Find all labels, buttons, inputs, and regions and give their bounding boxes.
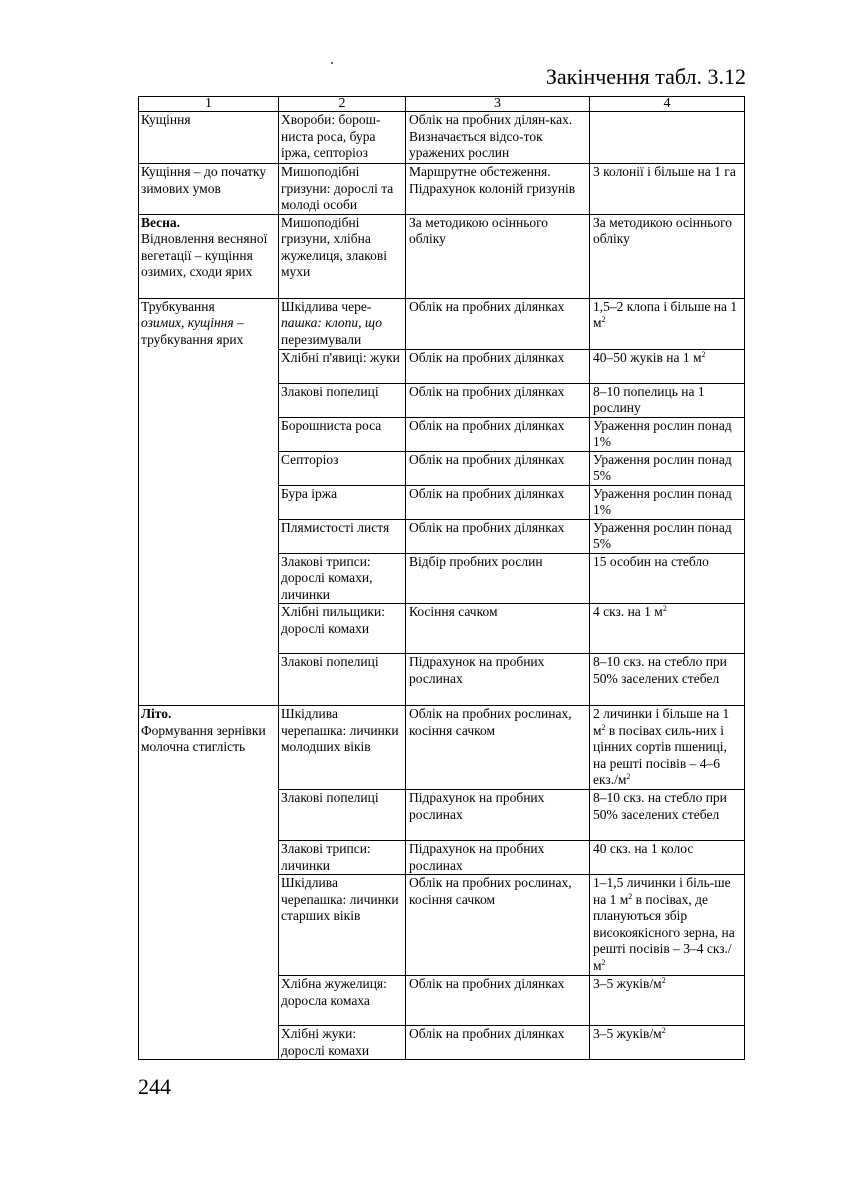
- pest-cell: Плямистості листя: [279, 519, 406, 553]
- pest-cell: Септоріоз: [279, 451, 406, 485]
- table-caption: Закінчення табл. 3.12: [545, 64, 746, 89]
- header-col-4: 4: [590, 97, 745, 112]
- threshold-cell: [590, 112, 745, 164]
- method-cell: Підрахунок на пробних рослинах: [406, 790, 590, 841]
- phase-text: Відновлення весняної вегетації – кущіння озимих, сходи ярих: [141, 231, 268, 279]
- threshold-cell: Ураження рослин понад 5%: [590, 451, 745, 485]
- threshold-cell: Ураження рослин понад 5%: [590, 519, 745, 553]
- season-label: Літо.: [141, 706, 172, 721]
- table-row: [139, 706, 745, 790]
- threshold-cell: 8–10 попелиць на 1 рослину: [590, 383, 745, 417]
- pest-monitoring-table: [138, 96, 745, 1060]
- pest-cell: Хлібні п'явиці: жуки: [279, 349, 406, 383]
- page-number: 244: [138, 1074, 171, 1099]
- method-cell: Облік на пробних ділянках: [406, 976, 590, 1026]
- header-col-2: 2: [279, 97, 406, 112]
- pest-cell: Злакові трипси: дорослі комахи, личинки: [279, 553, 406, 604]
- table-row: [139, 164, 745, 215]
- method-cell: Облік на пробних ділянках: [406, 519, 590, 553]
- header-col-1: 1: [139, 97, 279, 112]
- pest-cell: Злакові попелиці: [279, 790, 406, 841]
- threshold-cell: 8–10 скз. на стебло при 50% заселених стебел: [590, 654, 745, 706]
- method-cell: Косіння сачком: [406, 604, 590, 654]
- pest-cell: Злакові трипси: личинки: [279, 841, 406, 875]
- pest-cell: Хлібна жужелиця: доросла комаха: [279, 976, 406, 1026]
- pest-cell: Шкідлива черепашка: личинки молодших віків: [279, 706, 406, 790]
- method-cell: За методикою осіннього обліку: [406, 214, 590, 298]
- threshold-cell: Ураження рослин понад 1%: [590, 417, 745, 451]
- threshold-cell: 15 особин на стебло: [590, 553, 745, 604]
- threshold-cell: 3–5 жуків/$м^2$: [590, 976, 745, 1026]
- phase-cell: [139, 214, 279, 298]
- method-cell: Облік на пробних ділянках: [406, 1026, 590, 1060]
- threshold-cell: 40–50 жуків на 1 $м^2$: [590, 349, 745, 383]
- pest-cell: Мишоподібні гризуни: дорослі та молоді особи: [279, 164, 406, 215]
- pest-cell: Шкідлива чере- пашка: клопи, що перезимували: [279, 298, 406, 349]
- method-cell: Облік на пробних ділян-ках. Визначається відсо-ток уражених рослин: [406, 112, 590, 164]
- threshold-cell: Ураження рослин понад 1%: [590, 485, 745, 519]
- threshold-cell: 3 колонії і більше на 1 га: [590, 164, 745, 215]
- header-row: [139, 97, 745, 112]
- header-col-3: 3: [406, 97, 590, 112]
- pest-cell: Мишоподібні гризуни, хлібна жужелиця, злакові мухи: [279, 214, 406, 298]
- threshold-cell: 8–10 скз. на стебло при 50% заселених стебел: [590, 790, 745, 841]
- phase-text: Формування зернівки молочна стиглість: [141, 722, 266, 754]
- phase-cell: [139, 298, 279, 706]
- phase-cell: [139, 706, 279, 1060]
- pest-cell: Хлібні жуки: дорослі комахи: [279, 1026, 406, 1060]
- threshold-cell: 3–5 жуків/$м^2$: [590, 1026, 745, 1060]
- phase-text: Трубкування: [141, 298, 215, 314]
- threshold-cell: 1–1,5 личинки і біль-ше на 1 $м^2$ в посівах, де плануються збір високоякісного зерна, на решті посівів – 3–4 $скз./м^2$: [590, 875, 745, 976]
- method-cell: Облік на пробних ділянках: [406, 298, 590, 349]
- method-cell: Облік на пробних ділянках: [406, 383, 590, 417]
- method-cell: Підрахунок на пробних рослинах: [406, 654, 590, 706]
- method-cell: Маршрутне обстеження. Підрахунок колоній гризунів: [406, 164, 590, 215]
- threshold-cell: 40 скз. на 1 колос: [590, 841, 745, 875]
- threshold-cell: За методикою осіннього обліку: [590, 214, 745, 298]
- table-row: [139, 298, 745, 349]
- pest-cell: Борошниста роса: [279, 417, 406, 451]
- threshold-cell: 1,5–2 клопа і більше на 1 $м^2$: [590, 298, 745, 349]
- pest-cell: Хлібні пильщики: дорослі комахи: [279, 604, 406, 654]
- method-cell: Облік на пробних рослинах, косіння сачком: [406, 706, 590, 790]
- method-cell: Облік на пробних ділянках: [406, 349, 590, 383]
- method-cell: Облік на пробних ділянках: [406, 485, 590, 519]
- phase-cell: Кущіння: [139, 112, 279, 164]
- method-cell: Облік на пробних ділянках: [406, 417, 590, 451]
- pest-cell: Бура іржа: [279, 485, 406, 519]
- threshold-cell: 2 личинки і більше на 1 $м^2$ в посівах силь-них і цінних сортів пшениці, на решті посівів – 4–6 $екз./м^2$: [590, 706, 745, 790]
- threshold-cell: 4 скз. на 1 $м^2$: [590, 604, 745, 654]
- table-row: [139, 112, 745, 164]
- method-cell: Підрахунок на пробних рослинах: [406, 841, 590, 875]
- phase-cell: Кущіння – до початку зимових умов: [139, 164, 279, 215]
- phase-text-italic: озимих, кущіння –: [141, 315, 244, 330]
- method-cell: Облік на пробних ділянках: [406, 451, 590, 485]
- season-label: Весна.: [141, 214, 181, 230]
- pest-cell: Злакові попелиці: [279, 383, 406, 417]
- scan-speck: [331, 62, 333, 64]
- pest-cell: Хвороби: борош-ниста роса, бура іржа, септоріоз: [279, 112, 406, 164]
- pest-cell: Злакові попелиці: [279, 654, 406, 706]
- table-row: [139, 214, 745, 298]
- method-cell: Відбір пробних рослин: [406, 553, 590, 604]
- pest-cell: Шкідлива черепашка: личинки старших віків: [279, 875, 406, 976]
- phase-text: трубкування ярих: [141, 331, 244, 347]
- method-cell: Облік на пробних рослинах, косіння сачком: [406, 875, 590, 976]
